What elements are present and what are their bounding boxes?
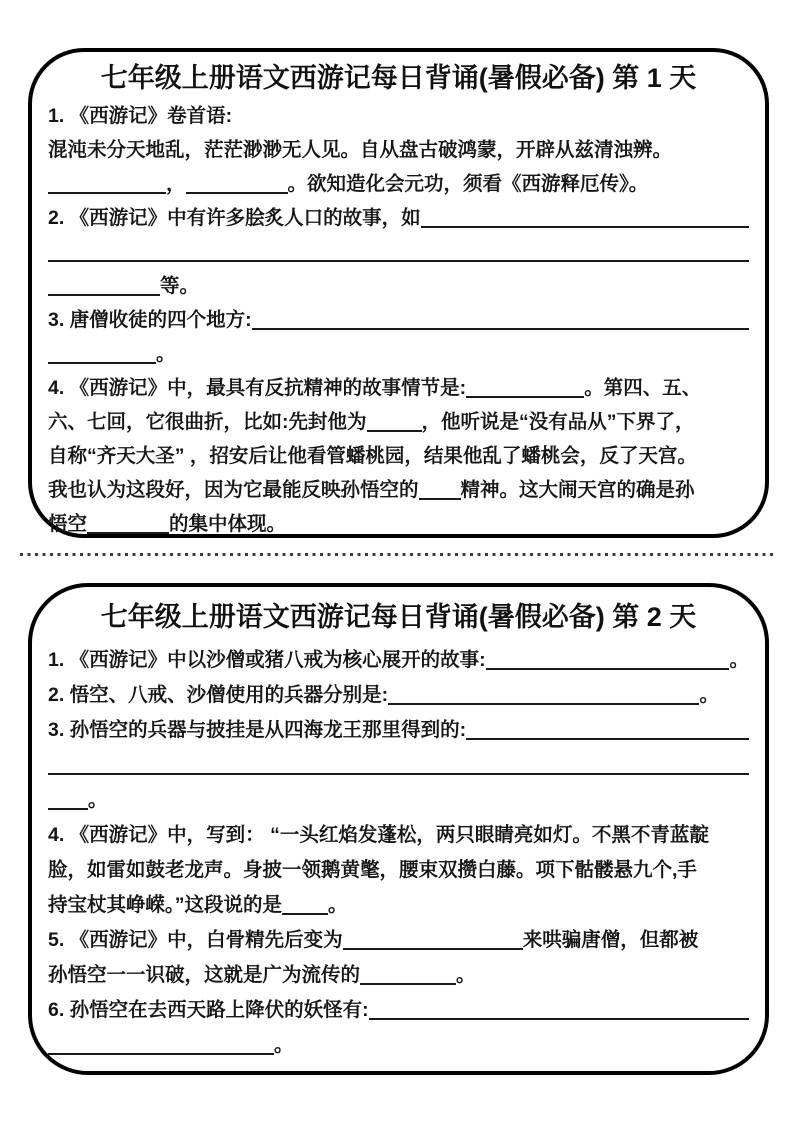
answer-blank xyxy=(466,396,584,398)
day-1-questions xyxy=(48,94,749,536)
answer-blank xyxy=(388,703,699,705)
question-text: 3. 孙悟空的兵器与披挂是从四海龙王那里得到的: xyxy=(48,718,467,741)
answer-blank xyxy=(48,1053,274,1055)
day-2-title: 七年级上册语文西游记每日背诵(暑假必备) 第 2 天 xyxy=(100,601,697,632)
answer-blank xyxy=(252,328,749,330)
question-text: 2. 《西游记》中有许多脍炙人口的故事，如 xyxy=(48,206,421,229)
answer-blank xyxy=(421,226,749,228)
question-text: 。 xyxy=(729,648,749,671)
dotted-cut-line xyxy=(20,553,773,556)
worksheet-line xyxy=(48,196,749,230)
question-text: 2. 悟空、八戒、沙僧使用的兵器分别是: xyxy=(48,683,389,706)
worksheet-line xyxy=(48,366,749,400)
worksheet-line xyxy=(48,468,749,502)
question-text: 等。 xyxy=(160,274,200,297)
answer-blank xyxy=(369,1018,749,1020)
question-text: 精神。这大闹天宫的确是孙 xyxy=(460,478,695,501)
worksheet-line xyxy=(48,952,749,987)
worksheet-line xyxy=(48,434,749,468)
worksheet-line xyxy=(48,847,749,882)
worksheet-line xyxy=(48,672,749,707)
question-text: 的集中体现。 xyxy=(169,512,287,535)
question-text: 。 xyxy=(328,893,348,916)
question-text: 1. 《西游记》卷首语: xyxy=(48,104,233,127)
worksheet-line xyxy=(48,777,749,812)
question-text: 1. 《西游记》中以沙僧或猪八戒为核心展开的故事: xyxy=(48,648,486,671)
answer-blank xyxy=(48,773,749,775)
answer-blank xyxy=(343,948,523,950)
worksheet-line xyxy=(48,917,749,952)
question-text: 。 xyxy=(699,683,719,706)
worksheet-line xyxy=(48,230,749,264)
answer-blank xyxy=(48,808,88,810)
worksheet-line xyxy=(48,502,749,536)
question-text: 6. 孙悟空在去西天路上降伏的妖怪有: xyxy=(48,998,369,1021)
answer-blank xyxy=(486,668,730,670)
worksheet-line xyxy=(48,400,749,434)
answer-blank xyxy=(466,738,749,740)
answer-blank xyxy=(186,192,288,194)
question-text: ，他听说是“没有品从”下界了， xyxy=(421,410,695,433)
worksheet-line xyxy=(48,94,749,128)
question-text: 我也认为这段好，因为它最能反映孙悟空的 xyxy=(48,478,419,501)
question-text: 。 xyxy=(156,342,176,365)
day-2-card xyxy=(28,583,769,1075)
answer-blank xyxy=(48,260,749,262)
worksheet-line xyxy=(48,264,749,298)
worksheet-line xyxy=(48,128,749,162)
answer-blank xyxy=(367,430,422,432)
answer-blank xyxy=(419,498,461,500)
question-text: 。 xyxy=(456,963,476,986)
question-text: 5. 《西游记》中，白骨精先后变为 xyxy=(48,928,343,951)
answer-blank xyxy=(360,983,456,985)
answer-blank xyxy=(87,532,169,534)
question-text: 。 xyxy=(88,788,108,811)
question-text: 孙悟空一一识破，这就是广为流传的 xyxy=(48,963,361,986)
question-text: 4. 《西游记》中，写到： “一头红焰发蓬松，两只眼睛亮如灯。不黑不青蓝靛 xyxy=(48,823,709,846)
worksheet-line xyxy=(48,162,749,196)
question-text: 悟空 xyxy=(48,512,88,535)
worksheet-line xyxy=(48,812,749,847)
worksheet-line xyxy=(48,707,749,742)
question-text: 4. 《西游记》中，最具有反抗精神的故事情节是: xyxy=(48,376,467,399)
worksheet-line xyxy=(48,987,749,1022)
day-2-questions xyxy=(48,637,749,1057)
question-text: 。欲知造化会元功，须看《西游释厄传》。 xyxy=(287,172,649,195)
question-text: 脸，如雷如鼓老龙声。身披一领鹅黄氅，腰束双攒白藤。项下骷髅悬九个,手 xyxy=(48,858,697,881)
answer-blank xyxy=(48,294,160,296)
day-1-title: 七年级上册语文西游记每日背诵(暑假必备) 第 1 天 xyxy=(100,62,697,93)
day-1-card xyxy=(28,48,769,538)
answer-blank xyxy=(282,913,328,915)
answer-blank xyxy=(48,192,166,194)
worksheet-line xyxy=(48,1022,749,1057)
question-text: 来哄骗唐僧，但都被 xyxy=(522,928,699,951)
question-text: 六、七回，它很曲折，比如:先封他为 xyxy=(48,410,367,433)
question-text: 持宝杖其峥嵘。”这段说的是 xyxy=(48,893,283,916)
question-text: 自称“齐天大圣” ，招安后让他看管蟠桃园，结果他乱了蟠桃会，反了天宫。 xyxy=(48,444,697,467)
question-text: 。 xyxy=(274,1033,294,1056)
worksheet-line xyxy=(48,882,749,917)
question-text: 3. 唐僧收徒的四个地方: xyxy=(48,308,252,331)
question-text: 混沌未分天地乱，茫茫渺渺无人见。自从盘古破鸿蒙，开辟从兹清浊辨。 xyxy=(48,138,673,161)
question-text: ， xyxy=(166,172,186,195)
worksheet-line xyxy=(48,742,749,777)
question-text: 。第四、五、 xyxy=(584,376,702,399)
answer-blank xyxy=(48,362,156,364)
worksheet-line xyxy=(48,637,749,672)
worksheet-line xyxy=(48,298,749,332)
worksheet-line xyxy=(48,332,749,366)
